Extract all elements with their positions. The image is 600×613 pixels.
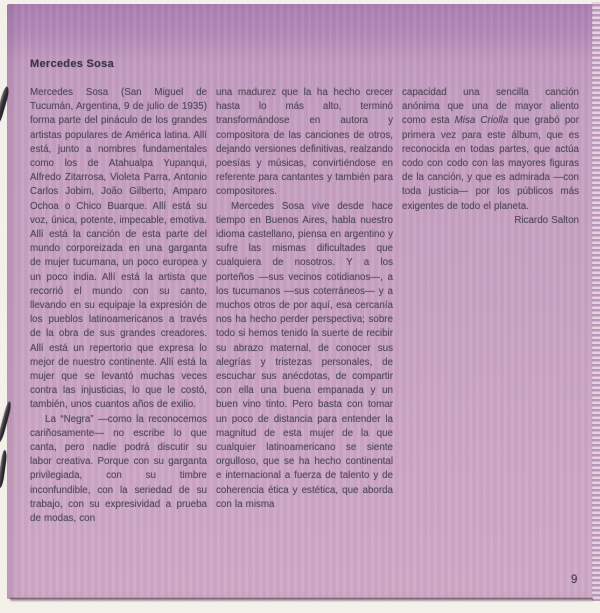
album-title-italic: Misa Criolla [454, 115, 509, 127]
page-heading: Mercedes Sosa [30, 58, 114, 70]
paragraph: Mercedes Sosa vive desde hace tiempo en Buenos Aires, habla nuestro idioma castellano, piensa en argentino y sufre las mismas dificultades que cualquiera de nosotros. Y a los porteños —sus vecinos cotidianos—, a los tucumanos —sus coterráneos— y a muchos otros de por aquí, esa cercanía nos ha hecho perder perspectiva; sobre todo si hemos tenido la suerte de recibir su abrazo maternal, de conocer sus alegrías y tristezas personales, de escuchar sus anécdotas, de compartir con ella una buena empanada y un buen vino tinto. Pero basta con tomar un poco de distancia para entender la magnitud de esta mujer de la que cualquier latinoamericano se siente orgulloso, que se ha hecho continental e internacional a fuerza de talento y de coherencia ética y estética, que aborda con la misma [216, 200, 393, 510]
page-number: 9 [571, 574, 578, 586]
text-column-2 [216, 86, 393, 526]
paragraph-segment: capacidad una sencilla canción anónima que una de mayor aliento como esta [402, 87, 579, 127]
text-columns [30, 86, 579, 526]
paragraph-segment: que grabó por primera vez para este álbum, que es reconocida en todas partes, que actúa codo con codo con las mayores figuras de la canción, y que es admirada —con toda justicia— por los públicos más exigentes de todo el planeta. [402, 115, 579, 212]
author-signature: Ricardo Salton [514, 214, 579, 226]
paragraph: una madurez que la ha hecho crecer hasta lo más alto, terminó transformándose en autora y compositora de las canciones de otros, dejando versiones definitivas, realzando poesías y músicas, convirtiéndose en referente para cantantes y también para compositores. [216, 87, 393, 198]
booklet-page [7, 4, 593, 599]
text-column-1 [30, 86, 207, 526]
text-column-3 [402, 86, 579, 526]
paragraph [402, 86, 579, 214]
paragraph: La “Negra” —como la reconocemos cariñosamente— no escribe lo que canta, pero nadie podrá discutir su labor creativa. Porque con su garganta privilegiada, con su timbre inconfundible, con la seriedad de su trabajo, con su expresividad a prueba de modas, con [30, 413, 207, 525]
page-edge-stripes [592, 2, 600, 601]
page-bottom-shadow [10, 598, 593, 602]
paragraph: Mercedes Sosa (San Miguel de Tucumán, Argentina, 9 de julio de 1935) forma parte del pináculo de los grandes artistas populares de América latina. Allí está, junto a nombres fundamentales como los de Atahualpa Yupanqui, Alfredo Zitarrosa, Violeta Parra, Antonio Carlos Jobim, João Gilberto, Amparo Ochoa o Chico Buarque. Allí está su voz, única, potente, impecable, emotiva. Allí está la canción de esta parte del mundo corporeizada en una garganta de mujer tucumana, un poco europea y un poco india. Allí está la artista que recorrió el mundo con su canto, llevando en su equipaje la expresión de los pueblos latinoamericanos a través de la obra de sus grandes creadores. Allí está un repertorio que expresa lo mejor de nuestro continente. Allí está la mujer que se levantó muchas veces contra las injusticias, lo que le costó, también, unos cuantos años de exilio. [30, 87, 207, 411]
